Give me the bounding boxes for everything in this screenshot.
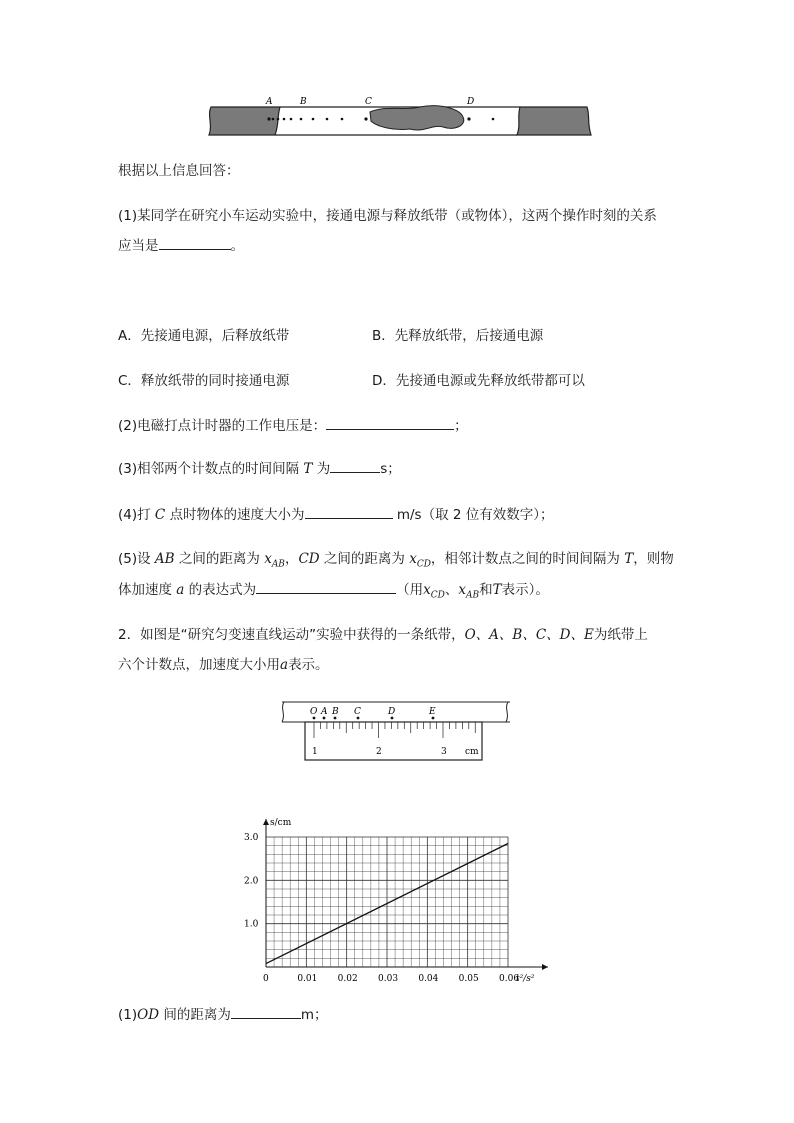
x-tick-label: 0.05: [458, 974, 479, 984]
q2-vars: O、A、B、C、D、E: [464, 627, 594, 643]
q2-sub1-var: OD: [137, 1007, 160, 1023]
p5-var-ab: AB: [154, 551, 175, 567]
ruler-label-c: C: [354, 707, 361, 717]
q2-l2-text-b: 表示。: [288, 657, 329, 673]
q2-sub1-answer-blank[interactable]: [231, 1004, 301, 1019]
q2-text-b: 为纸带上: [593, 627, 648, 643]
x-tick-label: 0: [263, 974, 269, 984]
q2-line2: [118, 653, 329, 673]
p5-l2-text-a: 体加速度: [118, 582, 172, 598]
p2-prefix: (2)电磁打点计时器的工作电压是：: [118, 418, 327, 434]
p3-prefix: (3)相邻两个计数点的时间间隔: [118, 461, 300, 477]
q1-part3: [118, 457, 401, 477]
q1-prompt: 根据以上信息回答：: [118, 163, 240, 179]
y-axis-arrow: [263, 819, 269, 825]
q2-line1: [118, 623, 648, 643]
x-tick-label: 0.02: [337, 974, 358, 984]
p5-l2-sub-ab: AB: [466, 590, 480, 601]
p5-l2-text-b: 的表达式为: [188, 582, 257, 598]
p3-answer-blank[interactable]: [330, 458, 380, 473]
p5-text-a: (5)设: [118, 551, 151, 567]
p5-answer-blank[interactable]: [256, 579, 396, 594]
p5-l2-x-ab: x: [458, 582, 467, 598]
p1-prefix: 应当是: [118, 238, 159, 254]
p5-var-x-ab: x: [264, 551, 272, 567]
p5-l2-x-cd: x: [423, 582, 431, 598]
p4-var-c: C: [154, 507, 166, 523]
p5-sub-ab: AB: [271, 559, 285, 570]
x-axis-arrow: [542, 964, 548, 970]
ruler-num-1: 1: [312, 747, 318, 757]
p5-var-t: T: [624, 551, 634, 567]
p5-var-x-cd: x: [409, 551, 417, 567]
q1-part1-line1: (1)某同学在研究小车运动实验中，接通电源与释放纸带（或物体），这两个操作时刻的关系: [118, 208, 657, 224]
ruler-label-e: E: [429, 707, 436, 717]
p3-suffix: s；: [380, 461, 401, 477]
p3-var-t: T: [303, 461, 313, 477]
p4-suffix: m/s（取 2 位有效数字）；: [396, 507, 554, 523]
p5-text-b: 之间的距离为: [178, 551, 260, 567]
ruler-num-3: 3: [441, 747, 447, 757]
q2-sub1-mid: 间的距离为: [163, 1007, 231, 1023]
ruler-num-2: 2: [376, 747, 382, 757]
p5-l2-text-e: 表示）。: [501, 582, 549, 598]
y-tick-label: 2.0: [244, 876, 259, 887]
q1-part5-line2: [118, 578, 549, 601]
q2-var-a: a: [280, 657, 289, 673]
y-tick-label: 3.0: [244, 833, 259, 843]
p5-l2-text-c: （用: [396, 582, 424, 598]
p4-prefix: (4)打: [118, 507, 151, 523]
p5-sub-cd: CD: [416, 559, 431, 570]
tape1-label-a: A: [266, 97, 273, 107]
y-tick-label: 1.0: [244, 919, 259, 930]
p5-var-a: a: [176, 582, 185, 598]
tape1-label-b: B: [300, 97, 307, 107]
ruler-label-o: O: [310, 707, 318, 717]
option-d: D．先接通电源或先释放纸带都可以: [372, 373, 585, 389]
y-axis-label: s/cm: [270, 818, 292, 828]
q2-text-a: 2．如图是“研究匀变速直线运动”实验中获得的一条纸带，: [118, 627, 465, 643]
option-b: B．先释放纸带，后接通电源: [372, 328, 544, 344]
p1-suffix: 。: [230, 238, 244, 254]
p5-l2-sub-cd: CD: [430, 590, 445, 601]
p2-suffix: ；: [454, 418, 468, 434]
p5-l2-sep: 、: [444, 582, 459, 598]
p3-mid: 为: [316, 461, 331, 477]
option-c: C．释放纸带的同时接通电源: [118, 373, 290, 389]
p1-answer-blank[interactable]: [159, 235, 231, 250]
x-tick-label: 0.03: [378, 974, 399, 984]
q1-part4: [118, 503, 554, 523]
p5-var-cd: CD: [298, 551, 320, 567]
tape-ruler-figure: [272, 700, 522, 762]
p4-answer-blank[interactable]: [305, 504, 393, 519]
x-tick-label: 0.06: [499, 974, 520, 984]
s-t2-chart: [238, 815, 558, 985]
tape1-label-c: C: [365, 97, 372, 107]
tape-figure-1: [205, 93, 595, 141]
ruler-label-b: B: [332, 707, 339, 717]
p4-mid: 点时物体的速度大小为: [169, 507, 305, 523]
ruler-label-d: D: [388, 707, 396, 717]
q1-part5-line1: [118, 547, 674, 570]
option-a: A．先接通电源，后释放纸带: [118, 328, 290, 344]
q2-l2-text-a: 六个计数点，加速度大小用: [118, 657, 280, 673]
x-tick-label: 0.04: [418, 974, 439, 984]
p5-text-c: ，: [284, 551, 299, 567]
p5-text-e: ，相邻计数点之间的时间间隔为: [430, 551, 620, 567]
p5-l2-var-t: T: [492, 582, 502, 598]
p5-l2-text-d: 和: [479, 582, 493, 598]
x-axis-label: t²/s²: [516, 974, 535, 984]
q2-sub1: [118, 1003, 327, 1023]
tape1-label-d: D: [467, 97, 475, 107]
p2-answer-blank[interactable]: [326, 415, 454, 430]
q2-sub1-suffix: m；: [300, 1007, 328, 1023]
ruler-label-a: A: [321, 707, 328, 717]
p5-text-f: ，则物: [633, 551, 674, 567]
q2-sub1-prefix: (1): [118, 1007, 138, 1023]
q1-part2: [118, 414, 468, 434]
p5-text-d: 之间的距离为: [323, 551, 405, 567]
x-tick-label: 0.01: [297, 974, 318, 984]
ruler-unit: cm: [465, 747, 479, 757]
q1-part1-line2: [118, 234, 244, 254]
